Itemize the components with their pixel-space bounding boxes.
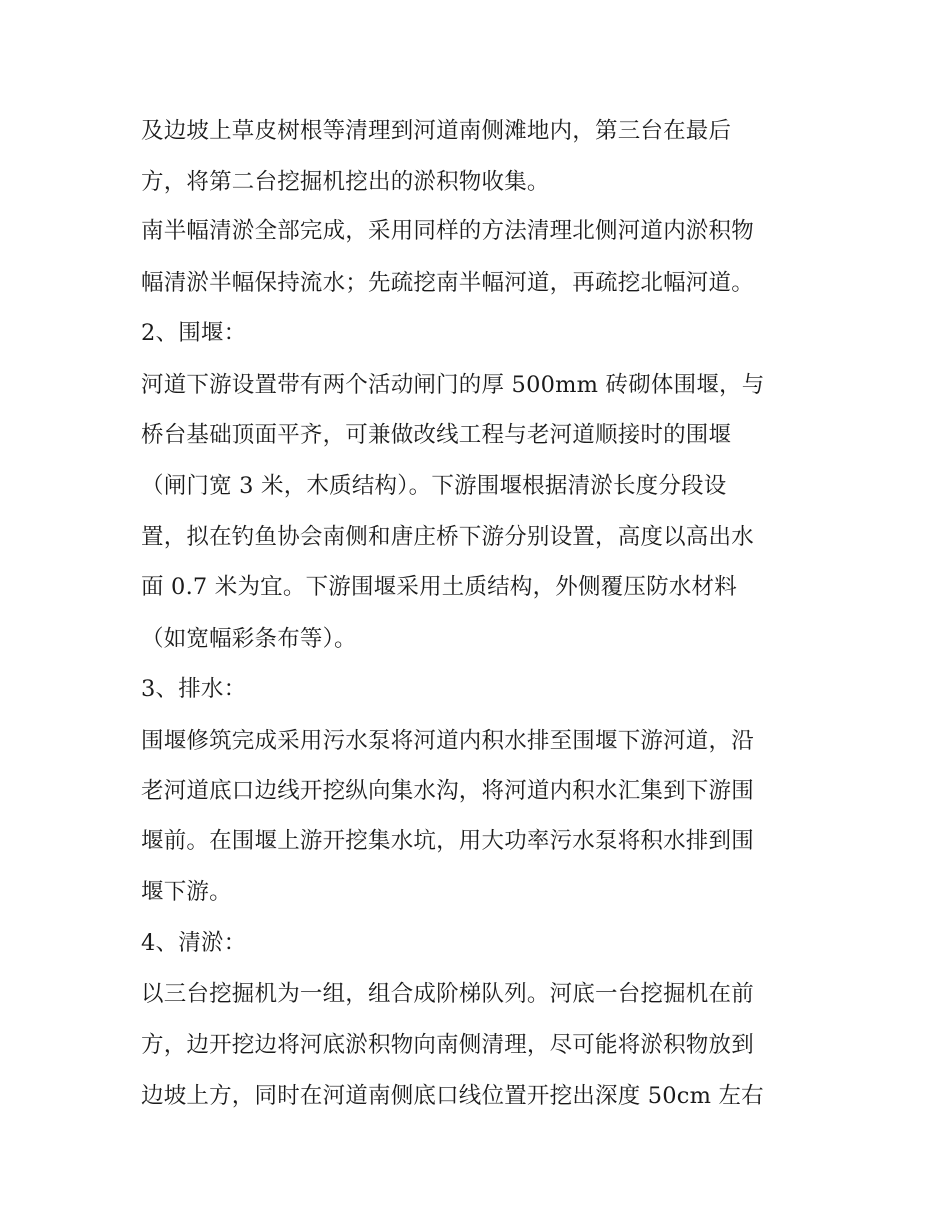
text-line: （如宽幅彩条布等）。: [141, 626, 357, 652]
text-line: （闸门宽 3 米，木质结构）。下游围堰根据清淤长度分段设: [141, 473, 727, 499]
text-line: 方，边开挖边将河底淤积物向南侧清理，尽可能将淤积物放到: [141, 1032, 754, 1058]
text-line: 置，拟在钓鱼协会南侧和唐庄桥下游分别设置，高度以高出水: [141, 524, 754, 550]
text-line: 堰前。在围堰上游开挖集水坑，用大功率污水泵将积水排到围: [141, 828, 754, 854]
text-line: 幅清淤半幅保持流水；先疏挖南半幅河道，再疏挖北幅河道。: [141, 270, 754, 296]
text-line: 方，将第二台挖掘机挖出的淤积物收集。: [141, 169, 550, 195]
text-line: 及边坡上草皮树根等清理到河道南侧滩地内，第三台在最后: [141, 118, 732, 144]
text-line: 桥台基础顶面平齐，可兼做改线工程与老河道顺接时的围堰: [141, 422, 732, 448]
section-heading: 2、围堰：: [141, 320, 247, 346]
text-line: 河道下游设置带有两个活动闸门的厚 500mm 砖砌体围堰，与: [141, 372, 765, 398]
text-line: 边坡上方，同时在河道南侧底口线位置开挖出深度 50cm 左右: [141, 1083, 764, 1109]
text-line: 以三台挖掘机为一组，组合成阶梯队列。河底一台挖掘机在前: [141, 981, 754, 1007]
text-line: 堰下游。: [141, 879, 232, 905]
text-line: 南半幅清淤全部完成，采用同样的方法清理北侧河道内淤积物: [141, 218, 754, 244]
section-heading: 4、清淤：: [141, 930, 247, 956]
text-line: 面 0.7 米为宜。下游围堰采用土质结构，外侧覆压防水材料: [141, 574, 737, 600]
text-line: 老河道底口边线开挖纵向集水沟，将河道内积水汇集到下游围: [141, 778, 754, 804]
section-heading: 3、排水：: [141, 676, 247, 702]
text-line: 围堰修筑完成采用污水泵将河道内积水排至围堰下游河道，沿: [141, 728, 754, 754]
